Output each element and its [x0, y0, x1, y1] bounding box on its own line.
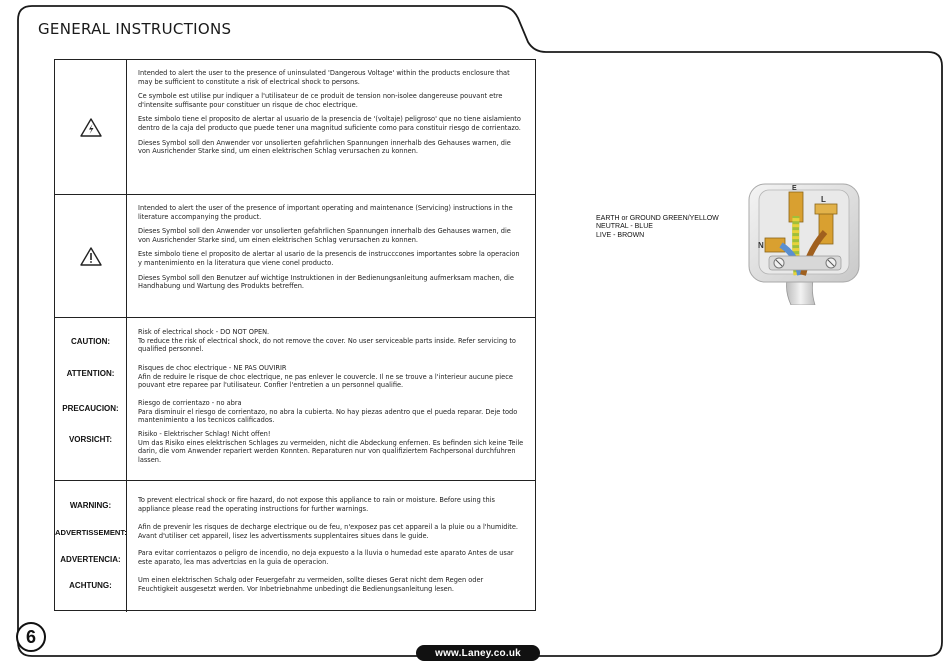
vorsicht-label: VORSICHT: — [68, 435, 113, 444]
paragraph-de: Dieses Symbol soll den Anwender vor unsolierten gefahrlichen Spannungen innerhalb des Gehauses warnen, die von Ausrichender Starke sind, um einen elektrischen Schlag verursachen zu konnen. — [138, 138, 511, 156]
neutral-wire-label: NEUTRAL - BLUE — [596, 223, 653, 231]
caution-text: Risk of electrical shock - DO NOT OPEN. To reduce the risk of electrical shock, do not remove the cover. No user serviceable parts inside. Refer servicing to qualified personnel. — [138, 328, 516, 354]
paragraph-fr: Ce symbole est utilise pur indiquer a l'utilisateur de ce produit de tension non-isolee dangereuse pouvant etre d'intensite suffisante pour constituer un risque de choc electrique. — [138, 92, 503, 109]
paragraph-es: Este simbolo tiene el proposito de alertar al usario de la presencis de instrucccones importantes sobre la operacion y mantenimiento en la literatura que viene conel producto. — [138, 250, 520, 267]
symbol-section-servicing — [55, 195, 535, 318]
website-url: www.Laney.co.uk — [416, 645, 540, 661]
safety-table — [54, 59, 536, 611]
exclamation-warning-icon — [55, 195, 126, 318]
achtung-label: ACHTUNG: — [69, 581, 112, 590]
precaucion-text: Riesgo de corrientazo - no abra Para disminuir el riesgo de corrientazo, no abra la cubierta. No hay piezas adentro que el pueda reparar. Deje todo mantenimiento a los tecnicos calificados. — [138, 399, 518, 425]
page-title: GENERAL INSTRUCTIONS — [38, 20, 232, 38]
caution-section — [55, 318, 535, 481]
electric-shock-warning-icon — [55, 60, 126, 195]
plug-label-live: L — [821, 195, 826, 204]
paragraph-en: Intended to alert the user to the presence of uninsulated 'Dangerous Voltage' within the products enclosure that may be sufficient to constitute a risk of electrical shock to persons. — [138, 69, 510, 86]
attention-label: ATTENTION: — [66, 369, 115, 378]
vorsicht-text: Risiko - Elektrischer Schlag! Nicht offen! Um das Risiko eines elektrischen Schlages zu vermeiden, nicht die Abdeckung enfernen. Es befinden sich keine Teile darin, die vom Anwender repariert werden Konnten. Reparaturen nur von qualifiziertem Fachpersonal durchfuhren lassen. — [138, 430, 524, 464]
attention-text: Risques de choc electrique - NE PAS OUVIRIR Afin de reduire le risque de choc electrique, ne pas enlever le couvercle. Il ne se trouve a l'interieur aucune piece pouvant etre reparee par l'utilisateur. Confier l'entretien a un personnel qualifie. — [138, 364, 513, 390]
page-number: 6 — [16, 622, 46, 652]
warning-text: To prevent electrical shock or fire hazard, do not expose this appliance to rain or moisture. Before using this appliance please read the operating instructions for further warnings. — [138, 496, 495, 513]
earth-wire-label: EARTH or GROUND GREEN/YELLOW — [596, 215, 719, 222]
symbol-section-shock — [55, 60, 535, 195]
uk-plug-wiring-illustration — [745, 180, 865, 305]
paragraph-es: Este simbolo tiene el proposito de alertar al usuario de la presencia de '(voltaje) peligroso' que no tiene aislamiento dentro de la caja del producto que puede tener una magnitud suficiente como para constituir riesgo de corrientazo. — [138, 115, 521, 132]
paragraph-en: Intended to alert the user of the presence of important operating and maintenance (Servicing) instructions in the literature accompanying the product. — [138, 204, 513, 221]
paragraph-de: Dieses Symbol soll den Anwender vor unsolierten gefahrlichen Spannungen innerhalb des Gehauses warnen, die von Ausrichender Starke sind, um einen elektrischen Schlag verursachen zu konnen. — [138, 227, 511, 244]
wiring-legend — [596, 215, 719, 240]
achtung-text: Um einen elektrischen Schalg oder Feuergefahr zu vermeiden, sollte dieses Gerat nicht dem Regen oder Feuchtigkeit ausgesetzt werden. Vor Inbetriebnahme unbedingt die Bedienungsanleitung lesen. — [138, 576, 484, 593]
warning-section — [55, 481, 535, 612]
caution-label: CAUTION: — [70, 337, 111, 346]
advertencia-label: ADVERTENCIA: — [60, 555, 121, 564]
advertencia-text: Para evitar corrientazos o peligro de incendio, no deja expuesto a la lluvia o humedad este aparato Antes de usar este aparato, lea mas advertcias en la guia de operacion. — [138, 549, 514, 566]
servicing-symbol-text — [138, 204, 525, 297]
live-wire-label: LIVE - BROWN — [596, 231, 645, 239]
advertissement-label: ADVERTISSEMENT: — [55, 528, 127, 537]
plug-label-neutral: N — [758, 241, 764, 250]
shock-symbol-text — [138, 69, 525, 162]
warning-label: WARNING: — [69, 501, 112, 510]
precaucion-label: PRECAUCION: — [62, 404, 119, 413]
plug-label-earth: E — [792, 185, 797, 192]
paragraph-de-2: Dieses Symbol soll den Benutzer auf wichtige Instruktionen in der Bedienungsanleitung aufmerksam machen, die Handhabung und Wartung des Produkts betreffen. — [138, 273, 514, 291]
advertissement-text: Afin de prevenir les risques de decharge electrique ou de feu, n'exposez pas cet appareil a la pluie ou a l'humidite. Avant d'utiliser cet appareil, lisez les advertissments supplentaires situes dans le guide. — [138, 523, 518, 540]
